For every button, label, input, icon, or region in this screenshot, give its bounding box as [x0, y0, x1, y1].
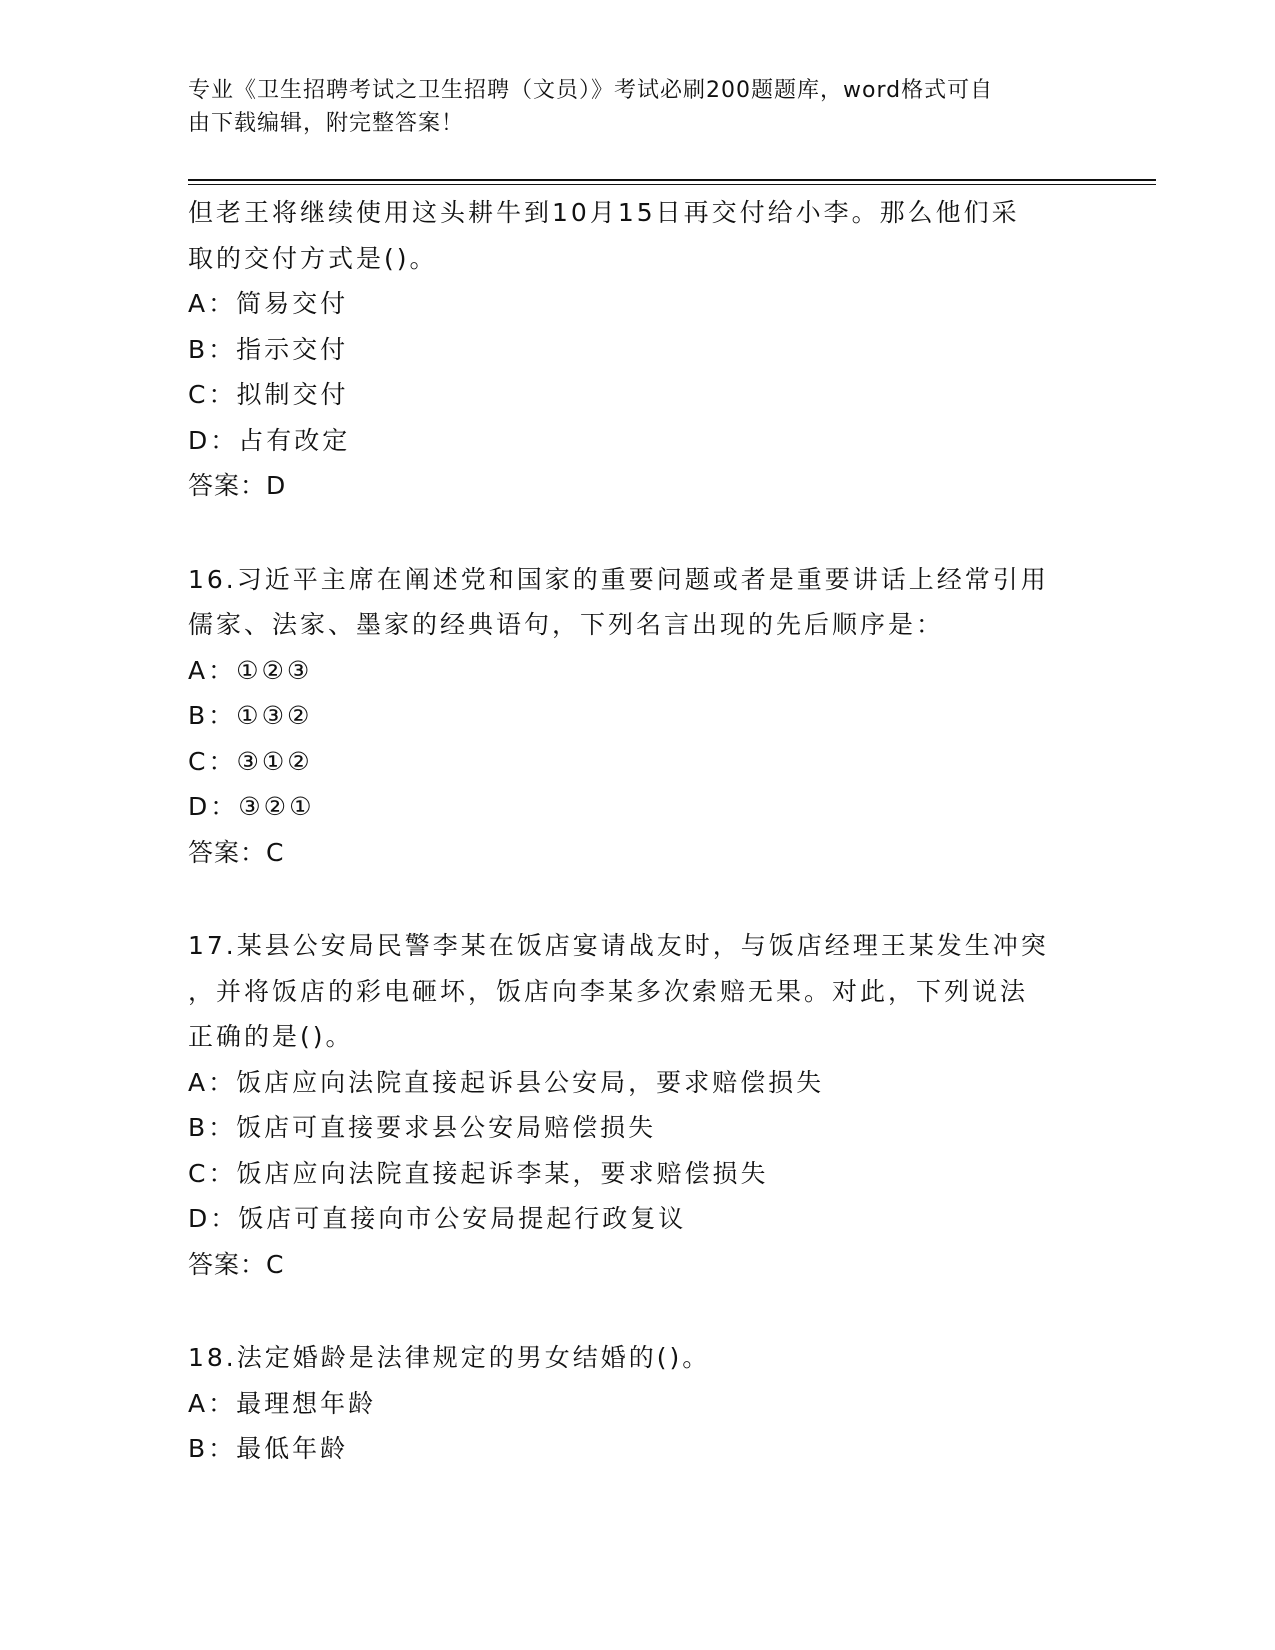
- option-d: D：饭店可直接向市公安局提起行政复议: [188, 1204, 687, 1233]
- question-stem: 但老王将继续使用这头耕牛到10月15日再交付给小李。那么他们采: [188, 198, 1020, 227]
- option-a: A：最理想年龄: [188, 1388, 377, 1418]
- question-stem: 17.某县公安局民警李某在饭店宴请战友时，与饭店经理王某发生冲突: [188, 931, 1049, 960]
- question-18: [188, 1335, 1088, 1472]
- header-divider-thin: [188, 184, 1156, 185]
- question-16: [188, 557, 1088, 876]
- option-a: A：①②③: [188, 655, 313, 685]
- option-b: B：饭店可直接要求县公安局赔偿损失: [188, 1113, 657, 1142]
- answer-label: 答案：C: [188, 837, 285, 867]
- header-title-line-2: 由下载编辑，附完整答案！: [188, 111, 465, 136]
- question-stem: ，并将饭店的彩电砸坏，饭店向李某多次索赔无果。对此，下列说法: [188, 976, 1029, 1006]
- option-a: A：简易交付: [188, 289, 349, 318]
- header-title-line-1: 专业《卫生招聘考试之卫生招聘（文员）》考试必刷200题题库，word格式可自: [188, 78, 994, 103]
- answer-label: 答案：D: [188, 471, 287, 500]
- option-d: D：占有改定: [188, 425, 351, 455]
- document-header: [188, 74, 1088, 140]
- question-stem: 正确的是()。: [188, 1022, 354, 1051]
- question-stem: 18.法定婚龄是法律规定的男女结婚的()。: [188, 1343, 711, 1372]
- option-c: C：③①②: [188, 746, 313, 776]
- option-c: C：饭店应向法院直接起诉李某，要求赔偿损失: [188, 1158, 769, 1188]
- question-list: [188, 190, 1088, 1472]
- option-b: B：①③②: [188, 701, 313, 730]
- option-b: B：指示交付: [188, 334, 349, 364]
- option-c: C：拟制交付: [188, 380, 349, 409]
- question-stem: 取的交付方式是()。: [188, 243, 438, 273]
- question-17: [188, 923, 1088, 1287]
- option-a: A：饭店应向法院直接起诉县公安局，要求赔偿损失: [188, 1067, 825, 1097]
- question-stem: 16.习近平主席在阐述党和国家的重要问题或者是重要讲话上经常引用: [188, 564, 1049, 594]
- answer-label: 答案：C: [188, 1249, 285, 1279]
- header-divider: [188, 179, 1156, 181]
- question-15: [188, 190, 1088, 509]
- question-stem: 儒家、法家、墨家的经典语句，下列名言出现的先后顺序是：: [188, 610, 945, 639]
- option-b: B：最低年龄: [188, 1434, 349, 1463]
- option-d: D：③②①: [188, 792, 315, 821]
